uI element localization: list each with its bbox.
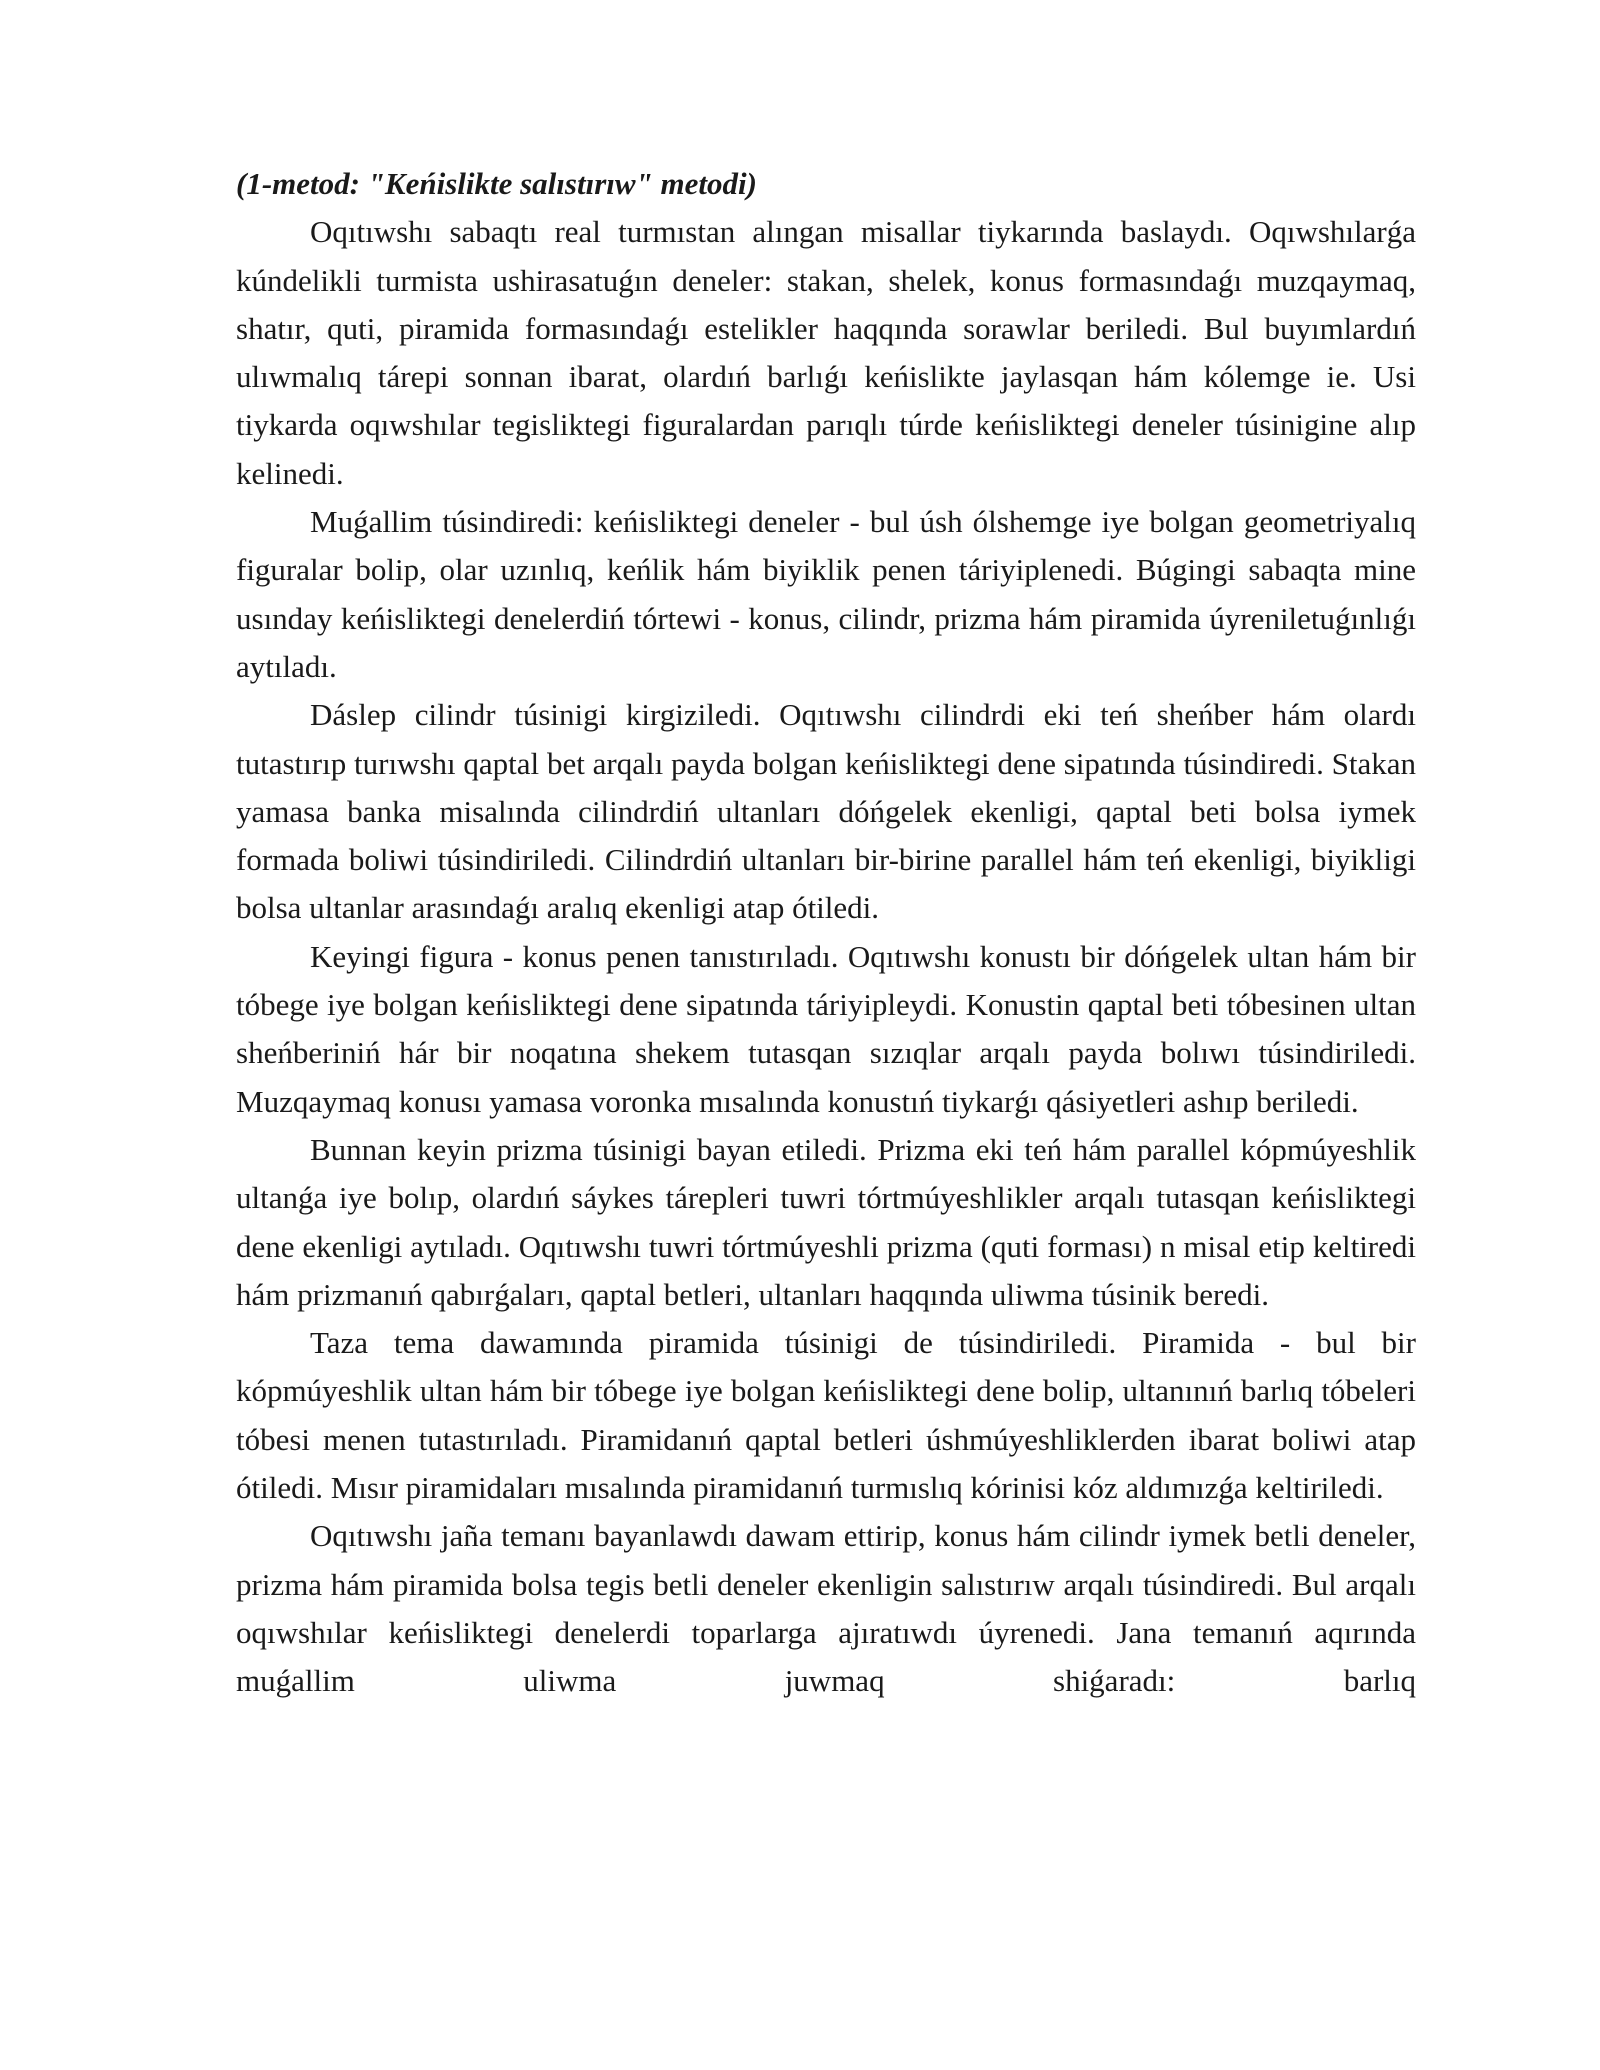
paragraph-prism: Bunnan keyin prizma túsinigi bayan etiledi. Prizma eki teń hám parallel kópmúyeshlik ultanǵa iye bolıp, olardıń sáykes tárepleri tuwri tórtmúyeshlikler arqalı tutasqan keńisliktegi dene ekenligi aytıladı. Oqıtıwshı tuwri tórtmúyeshli prizma (quti forması) n misal etip keltiredi hám prizmanıń qabırǵaları, qaptal betleri, ultanları haqqında uliwma túsinik beredi. bbox=[236, 1131, 1416, 1312]
document-body bbox=[236, 160, 1416, 1706]
paragraph-cone: Keyingi figura - konus penen tanıstırıladı. Oqıtıwshı konustı bir dóńgelek ultan hám bir tóbege iye bolgan keńisliktegi dene sipatında táriyipleydi. Konustin qaptal beti tóbesinen ultan sheńberiniń hár bir noqatına shekem tutasqan sızıqlar arqalı payda bolıwı túsindiriledi. Muzqaymaq konusı yamasa voronka mısalında konustıń tiykarǵı qásiyetleri ashıp beriledi. bbox=[236, 938, 1416, 1119]
paragraph-cylinder: Dáslep cilindr túsinigi kirgiziledi. Oqıtıwshı cilindrdi eki teń sheńber hám olardı tutastırıp turıwshı qaptal bet arqalı payda bolgan keńisliktegi dene sipatında túsindiredi. Stakan yamasa banka misalında cilindrdiń ultanları dóńgelek ekenligi, qaptal beti bolsa iymek formada boliwi túsindiriledi. Cilindrdiń ultanları bir-birine parallel hám teń ekenligi, biyikligi bolsa ultanlar arasındaǵı aralıq ekenligi atap ótiledi. bbox=[236, 697, 1416, 926]
paragraph-comparison: Oqıtıwshı jaña temanı bayanlawdı dawam ettirip, konus hám cilindr iymek betli deneler, prizma hám piramida bolsa tegis betli deneler ekenligin salıstırıw arqalı túsindiredi. Bul arqalı oqıwshılar keńisliktegi denelerdi toparlarga ajıratıwdı úyrenedi. Jana temanıń aqırında muǵallim uliwma juwmaq shiǵaradı: barlıq bbox=[236, 1518, 1416, 1699]
paragraph-pyramid: Taza tema dawamında piramida túsinigi de túsindiriledi. Piramida - bul bir kópmúyeshlik ultan hám bir tóbege iye bolgan keńisliktegi dene bolip, ultanınıń barlıq tóbeleri tóbesi menen tutastırıladı. Piramidanıń qaptal betleri úshmúyeshliklerden ibarat boliwi atap ótiledi. Mısır piramidaları mısalında piramidanıń turmıslıq kórinisi kóz aldımızǵa keltiriledi. bbox=[236, 1325, 1416, 1506]
method-heading: (1-metod: "Keńislikte salıstırıw" metodi) bbox=[236, 166, 757, 201]
paragraph-spatial-bodies: Muǵallim túsindiredi: keńisliktegi deneler - bul úsh ólshemge iye bolgan geometriyalıq figuralar bolip, olar uzınlıq, keńlik hám biyiklik penen táriyiplenedi. Búgingi sabaqta mine usınday keńisliktegi denelerdiń tórtewi - konus, cilindr, prizma hám piramida úyreniletuǵınlıǵı aytıladı. bbox=[236, 504, 1416, 684]
paragraph-intro: Oqıtıwshı sabaqtı real turmıstan alıngan misallar tiykarında baslaydı. Oqıwshılarǵa kúndelikli turmista ushirasatuǵın deneler: stakan, shelek, konus formasındaǵı muzqaymaq, shatır, quti, piramida formasındaǵı estelikler haqqında sorawlar beriledi. Bul buyımlardıń ulıwmalıq tárepi sonnan ibarat, olardıń barlıǵı keńislikte jaylasqan hám kólemge ie. Usi tiykarda oqıwshılar tegisliktegi figuralardan parıqlı túrde keńisliktegi deneler túsinigine alıp kelinedi. bbox=[236, 214, 1416, 491]
